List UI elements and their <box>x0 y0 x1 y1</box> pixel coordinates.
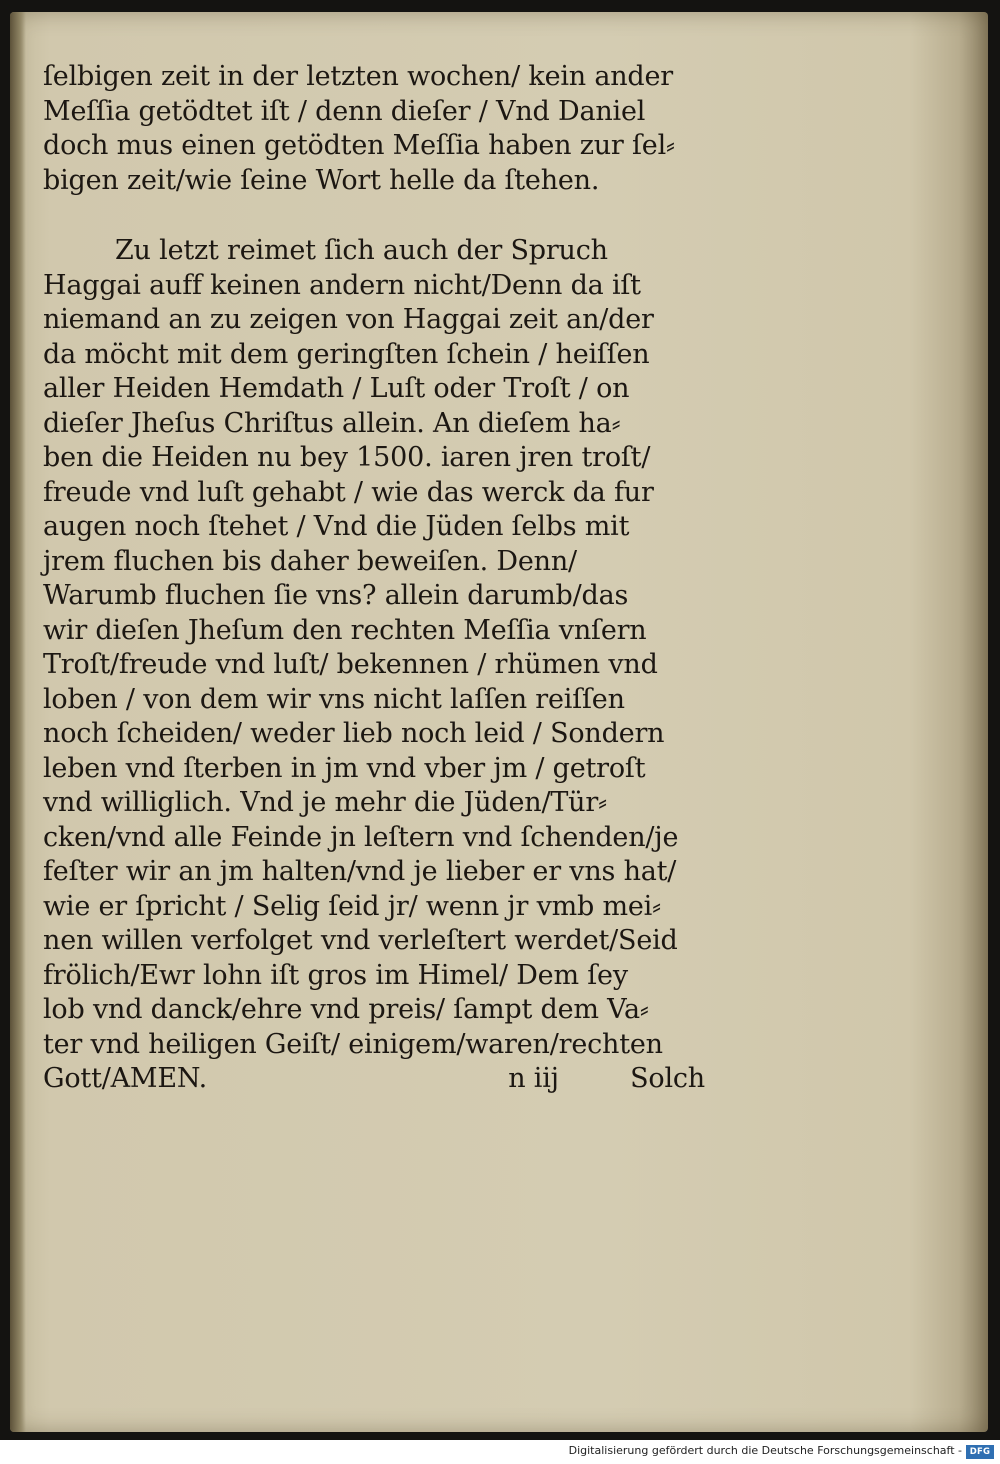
text-line: cken/vnd alle Feinde jn leſtern vnd ſchenden/je <box>43 821 679 853</box>
footer-credit: Digitalisierung gefördert durch die Deutsche Forschungsgemeinschaft - <box>568 1444 962 1457</box>
text-line: ter vnd heiligen Geiſt/ einigem/waren/rechten <box>43 1028 663 1060</box>
text-line: ſelbigen zeit in der letzten wochen/ kein ander <box>43 61 674 92</box>
text-line: bigen zeit/wie ſeine Wort helle da ſtehen. <box>43 164 600 196</box>
text-line: wir dieſen Jheſum den rechten Meſſia vnſern <box>43 614 647 646</box>
text-line: frölich/Ewr lohn iſt gros im Himel/ Dem ſey <box>43 959 628 991</box>
text-line: doch mus einen getödten Meſſia haben zur ſel⸗ <box>43 130 675 161</box>
signature-mark: n iij <box>508 1063 559 1094</box>
text-line: dieſer Jheſus Chriſtus allein. An dieſem ha⸗ <box>43 407 621 439</box>
closing-text: Gott/AMEN. <box>43 1063 207 1094</box>
text-line: Warumb fluchen ſie vns? allein darumb/das <box>43 580 629 611</box>
last-line <box>43 1062 705 1097</box>
text-line: da möcht mit dem geringſten ſchein / heiſſen <box>43 338 650 370</box>
digitization-footer <box>0 1440 1000 1464</box>
text-line: noch ſcheiden/ weder lieb noch leid / Sondern <box>43 718 665 749</box>
dfg-logo[interactable]: DFG <box>966 1445 994 1459</box>
text-line: vnd williglich. Vnd je mehr die Jüden/Tür⸗ <box>43 787 607 818</box>
text-line: lob vnd danck/ehre vnd preis/ ſampt dem Va⸗ <box>43 994 649 1025</box>
text-line: Troſt/freude vnd luſt/ bekennen / rhümen vnd <box>43 649 658 680</box>
text-line: jrem fluchen bis daher beweiſen. Denn/ <box>43 545 577 577</box>
text-line: ben die Heiden nu bey 1500. iaren jren troſt/ <box>43 442 651 473</box>
text-line: wie er ſpricht / Selig ſeid jr/ wenn jr vmb mei⸗ <box>43 890 661 922</box>
text-line: freude vnd luſt gehabt / wie das werck da fur <box>43 476 654 508</box>
text-line: aller Heiden Hemdath / Luſt oder Troſt / on <box>43 373 630 404</box>
page-text-block <box>43 60 733 1097</box>
text-line: leben vnd ſterben in jm vnd vber jm / getroſt <box>43 752 646 784</box>
catchword: Solch <box>630 1063 705 1094</box>
paragraph-1 <box>43 60 733 198</box>
text-line: Haggai auff keinen andern nicht/Denn da iſt <box>43 269 641 301</box>
paragraph-gap <box>43 198 733 234</box>
text-line: Zu letzt reimet ſich auch der Spruch <box>115 235 608 266</box>
paragraph-2 <box>43 234 733 1062</box>
text-line: niemand an zu zeigen von Haggai zeit an/der <box>43 304 654 335</box>
text-line: augen noch ſtehet / Vnd die Jüden ſelbs mit <box>43 511 630 542</box>
text-line: feſter wir an jm halten/vnd je lieber er vns hat/ <box>43 856 677 887</box>
text-line: loben / von dem wir vns nicht laſſen reiſſen <box>43 683 625 715</box>
page-spine-shadow <box>10 12 26 1432</box>
text-line: nen willen verfolget vnd verleſtert werdet/Seid <box>43 925 678 956</box>
text-line: Meſſia getödtet iſt / denn dieſer / Vnd Daniel <box>43 95 646 127</box>
